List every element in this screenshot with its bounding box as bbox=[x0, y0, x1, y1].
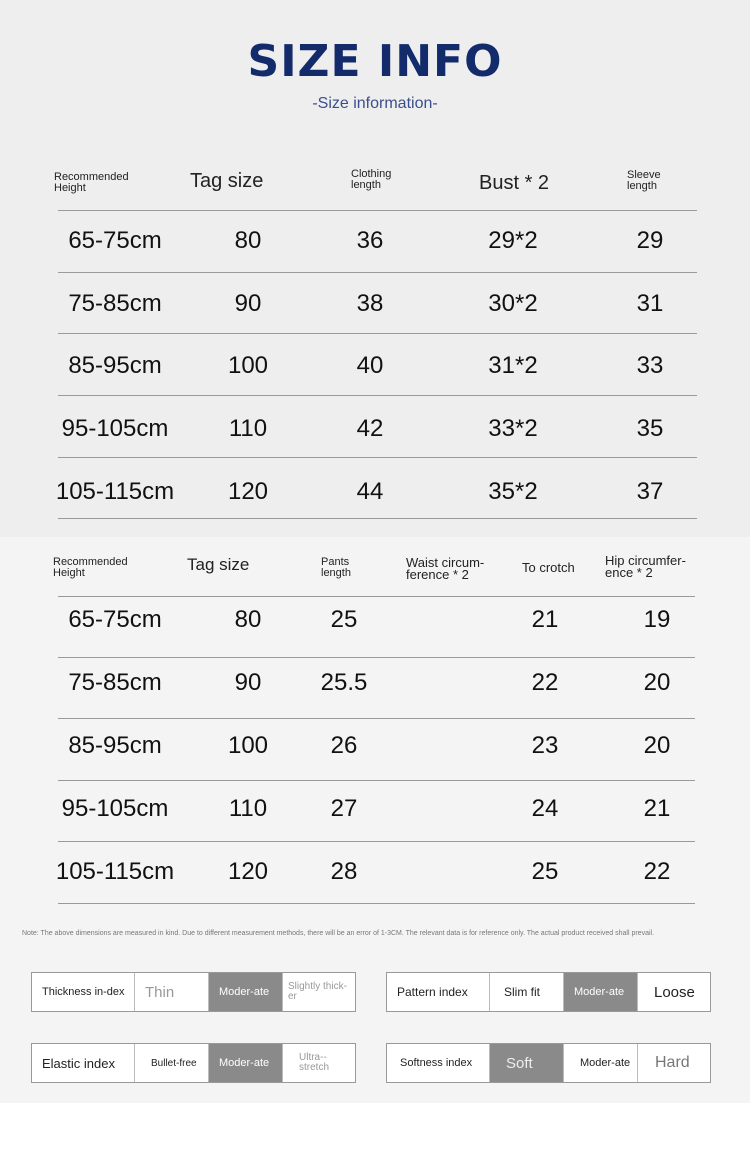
table-row bbox=[0, 841, 750, 903]
table-divider bbox=[58, 903, 695, 904]
height-cell: 105-115cm bbox=[55, 478, 175, 505]
measurement-note: Note: The above dimensions are measured in kind. Due to different measurement methods, there will be an error of 1-3CM. The relevant data is for reference only. The actual product received shall prevail. bbox=[22, 930, 655, 937]
top-header-tag-size: Tag size bbox=[190, 170, 264, 192]
tag-size-cell: 110 bbox=[228, 795, 268, 822]
tag-size-cell: 120 bbox=[227, 478, 269, 505]
height-cell: 95-105cm bbox=[61, 415, 169, 442]
table-divider bbox=[58, 333, 697, 334]
tag-size-cell: 90 bbox=[234, 669, 262, 696]
bust-cell: 33*2 bbox=[488, 415, 538, 442]
table-row bbox=[0, 715, 750, 777]
bust-cell: 29*2 bbox=[488, 227, 538, 254]
bottom-header-pants-length: Pants length bbox=[321, 556, 351, 579]
table-row bbox=[0, 461, 750, 523]
bottom-header-tag-size: Tag size bbox=[187, 555, 250, 574]
top-header-recommended-height: Recommended Height bbox=[54, 171, 129, 194]
table-divider bbox=[58, 518, 697, 519]
bust-cell: 31*2 bbox=[488, 352, 538, 379]
pants-length-cell: 26 bbox=[330, 732, 358, 759]
table-row bbox=[0, 210, 750, 272]
elastic-index bbox=[31, 1043, 356, 1083]
pattern-option-slim-fit: Slim fit bbox=[489, 973, 563, 1011]
thickness-option-thicker: Slightly thick-er bbox=[282, 973, 355, 1011]
bottom-header-to-crotch: To crotch bbox=[522, 560, 575, 575]
bottom-header-recommended-height: Recommended Height bbox=[53, 556, 128, 579]
tag-size-cell: 80 bbox=[234, 606, 262, 633]
waist-cell bbox=[410, 841, 490, 903]
height-cell: 95-105cm bbox=[61, 795, 169, 822]
softness-option-moderate: Moder-ate bbox=[563, 1044, 637, 1082]
hip-cell: 20 bbox=[643, 732, 671, 759]
height-cell: 85-95cm bbox=[68, 352, 162, 379]
sleeve-length-cell: 35 bbox=[636, 415, 664, 442]
hip-cell: 21 bbox=[643, 795, 671, 822]
tag-size-cell: 100 bbox=[227, 732, 269, 759]
page-title: SIZE INFO bbox=[247, 36, 503, 87]
pants-length-cell: 25.5 bbox=[320, 669, 368, 696]
to-crotch-cell: 25 bbox=[531, 858, 559, 885]
softness-option-hard: Hard bbox=[637, 1044, 710, 1082]
clothing-length-cell: 36 bbox=[356, 227, 384, 254]
thickness-option-moderate: Moder-ate bbox=[208, 973, 282, 1011]
sleeve-length-cell: 33 bbox=[636, 352, 664, 379]
softness-option-soft: Soft bbox=[489, 1044, 563, 1082]
pattern-index bbox=[386, 972, 711, 1012]
height-cell: 85-95cm bbox=[68, 732, 162, 759]
table-row bbox=[0, 778, 750, 840]
clothing-length-cell: 44 bbox=[356, 478, 384, 505]
to-crotch-cell: 22 bbox=[531, 669, 559, 696]
thickness-option-thin: Thin bbox=[134, 973, 208, 1011]
hip-cell: 20 bbox=[643, 669, 671, 696]
page-subtitle: -Size information- bbox=[312, 95, 438, 112]
clothing-length-cell: 40 bbox=[356, 352, 384, 379]
thickness-index-label: Thickness in-dex bbox=[42, 986, 125, 998]
hip-cell: 19 bbox=[643, 606, 671, 633]
elastic-index-label: Elastic index bbox=[42, 1055, 115, 1071]
pattern-index-label: Pattern index bbox=[397, 985, 468, 999]
page-footer-blank bbox=[0, 1103, 750, 1161]
clothing-length-cell: 42 bbox=[356, 415, 384, 442]
softness-index-label: Softness index bbox=[400, 1057, 473, 1069]
bust-cell: 35*2 bbox=[488, 478, 538, 505]
tag-size-cell: 90 bbox=[234, 290, 262, 317]
bust-cell: 30*2 bbox=[488, 290, 538, 317]
top-header-bust: Bust * 2 bbox=[479, 172, 550, 194]
elastic-option-moderate: Moder-ate bbox=[208, 1044, 282, 1082]
waist-cell bbox=[410, 652, 490, 714]
tag-size-cell: 80 bbox=[234, 227, 262, 254]
sleeve-length-cell: 29 bbox=[636, 227, 664, 254]
table-divider bbox=[58, 395, 697, 396]
height-cell: 75-85cm bbox=[68, 669, 162, 696]
top-header-sleeve-length: Sleeve length bbox=[627, 169, 661, 192]
bottom-header-waist: Waist circum-ference * 2 bbox=[406, 555, 485, 582]
waist-cell bbox=[410, 589, 490, 651]
sleeve-length-cell: 31 bbox=[636, 290, 664, 317]
height-cell: 75-85cm bbox=[68, 290, 162, 317]
to-crotch-cell: 23 bbox=[531, 732, 559, 759]
top-header-clothing-length: Clothing length bbox=[351, 168, 392, 191]
elastic-option-bullet-free: Bullet-free bbox=[134, 1044, 208, 1082]
pants-length-cell: 25 bbox=[330, 606, 358, 633]
tag-size-cell: 110 bbox=[228, 415, 268, 442]
table-row bbox=[0, 398, 750, 460]
tag-size-cell: 100 bbox=[227, 352, 269, 379]
to-crotch-cell: 21 bbox=[531, 606, 559, 633]
to-crotch-cell: 24 bbox=[531, 795, 559, 822]
tag-size-cell: 120 bbox=[227, 858, 269, 885]
pants-length-cell: 27 bbox=[330, 795, 358, 822]
clothing-length-cell: 38 bbox=[356, 290, 384, 317]
sleeve-length-cell: 37 bbox=[636, 478, 664, 505]
table-row bbox=[0, 589, 750, 651]
softness-index bbox=[386, 1043, 711, 1083]
table-row bbox=[0, 335, 750, 397]
height-cell: 105-115cm bbox=[55, 858, 175, 885]
waist-cell bbox=[410, 715, 490, 777]
table-divider bbox=[58, 457, 697, 458]
pattern-option-moderate: Moder-ate bbox=[563, 973, 637, 1011]
height-cell: 65-75cm bbox=[68, 227, 162, 254]
pants-length-cell: 28 bbox=[330, 858, 358, 885]
table-row bbox=[0, 652, 750, 714]
pattern-option-loose: Loose bbox=[637, 973, 710, 1011]
height-cell: 65-75cm bbox=[68, 606, 162, 633]
hip-cell: 22 bbox=[643, 858, 671, 885]
bottom-header-hip: Hip circumfer-ence * 2 bbox=[605, 553, 686, 580]
elastic-option-ultra-stretch: Ultra--stretch bbox=[282, 1044, 355, 1082]
table-row bbox=[0, 273, 750, 335]
waist-cell bbox=[410, 778, 490, 840]
thickness-index bbox=[31, 972, 356, 1012]
